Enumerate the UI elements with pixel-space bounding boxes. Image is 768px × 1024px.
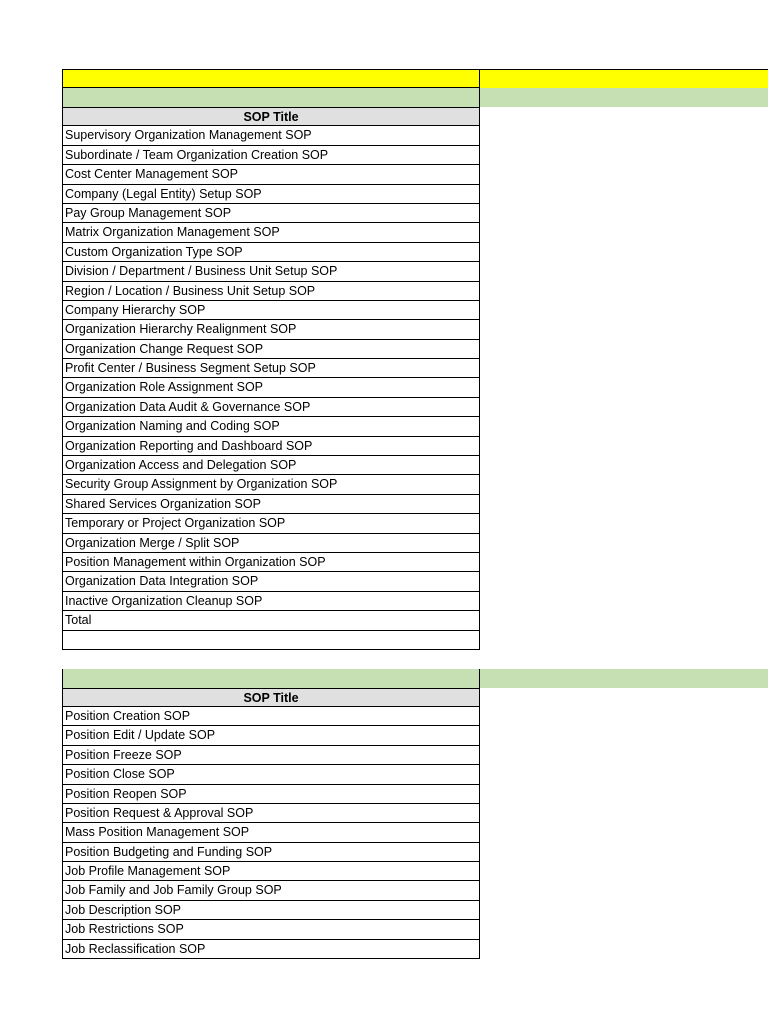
table-row[interactable]: Job Reclassification SOP [63, 940, 479, 959]
table-row[interactable]: Job Family and Job Family Group SOP [63, 881, 479, 900]
table-row[interactable]: Mass Position Management SOP [63, 823, 479, 842]
yellow-title-cell[interactable] [63, 70, 480, 88]
green-section-band-1[interactable] [62, 88, 768, 107]
table-row[interactable]: Temporary or Project Organization SOP [63, 514, 479, 533]
table-row[interactable]: Matrix Organization Management SOP [63, 223, 479, 242]
table-header-sop-title[interactable]: SOP Title [63, 107, 479, 126]
green-section-band-2[interactable] [62, 669, 768, 688]
table-row[interactable]: Organization Naming and Coding SOP [63, 417, 479, 436]
table-row[interactable]: Supervisory Organization Management SOP [63, 126, 479, 145]
table-row[interactable]: Position Creation SOP [63, 707, 479, 726]
table-row[interactable]: Position Freeze SOP [63, 746, 479, 765]
table-row[interactable]: Security Group Assignment by Organization SOP [63, 475, 479, 494]
green-section-cell-2[interactable] [62, 669, 480, 688]
empty-row-after-total [62, 631, 480, 650]
table-row[interactable]: Organization Data Integration SOP [63, 572, 479, 591]
spacer [62, 650, 768, 669]
table-row[interactable]: Organization Reporting and Dashboard SOP [63, 437, 479, 456]
table-row[interactable]: Shared Services Organization SOP [63, 495, 479, 514]
table-row[interactable]: Region / Location / Business Unit Setup SOP [63, 282, 479, 301]
sop-table-organization [62, 107, 480, 631]
green-section-cell-1[interactable] [62, 88, 480, 107]
table-row[interactable]: Position Request & Approval SOP [63, 804, 479, 823]
table-row[interactable]: Company (Legal Entity) Setup SOP [63, 185, 479, 204]
table-row[interactable]: Organization Data Audit & Governance SOP [63, 398, 479, 417]
empty-cell[interactable] [63, 631, 479, 650]
table-row[interactable]: Company Hierarchy SOP [63, 301, 479, 320]
table-row[interactable]: Job Restrictions SOP [63, 920, 479, 939]
table-row[interactable]: Custom Organization Type SOP [63, 243, 479, 262]
table-row[interactable]: Organization Change Request SOP [63, 340, 479, 359]
sop-table-position [62, 688, 480, 959]
table-row[interactable]: Cost Center Management SOP [63, 165, 479, 184]
table-row[interactable]: Organization Merge / Split SOP [63, 534, 479, 553]
table-row[interactable]: Job Profile Management SOP [63, 862, 479, 881]
table-row[interactable]: Division / Department / Business Unit Setup SOP [63, 262, 479, 281]
yellow-title-band[interactable] [62, 69, 768, 88]
total-row[interactable]: Total [63, 611, 479, 630]
table-row[interactable]: Position Close SOP [63, 765, 479, 784]
table-row[interactable]: Inactive Organization Cleanup SOP [63, 592, 479, 611]
table-header-sop-title[interactable]: SOP Title [63, 688, 479, 707]
table-row[interactable]: Pay Group Management SOP [63, 204, 479, 223]
table-row[interactable]: Position Budgeting and Funding SOP [63, 843, 479, 862]
spreadsheet [62, 69, 768, 959]
table-row[interactable]: Organization Hierarchy Realignment SOP [63, 320, 479, 339]
table-row[interactable]: Organization Role Assignment SOP [63, 378, 479, 397]
table-row[interactable]: Position Reopen SOP [63, 785, 479, 804]
table-row[interactable]: Job Description SOP [63, 901, 479, 920]
table-row[interactable]: Position Management within Organization SOP [63, 553, 479, 572]
table-row[interactable]: Subordinate / Team Organization Creation SOP [63, 146, 479, 165]
table-row[interactable]: Profit Center / Business Segment Setup SOP [63, 359, 479, 378]
table-row[interactable]: Position Edit / Update SOP [63, 726, 479, 745]
table-row[interactable]: Organization Access and Delegation SOP [63, 456, 479, 475]
